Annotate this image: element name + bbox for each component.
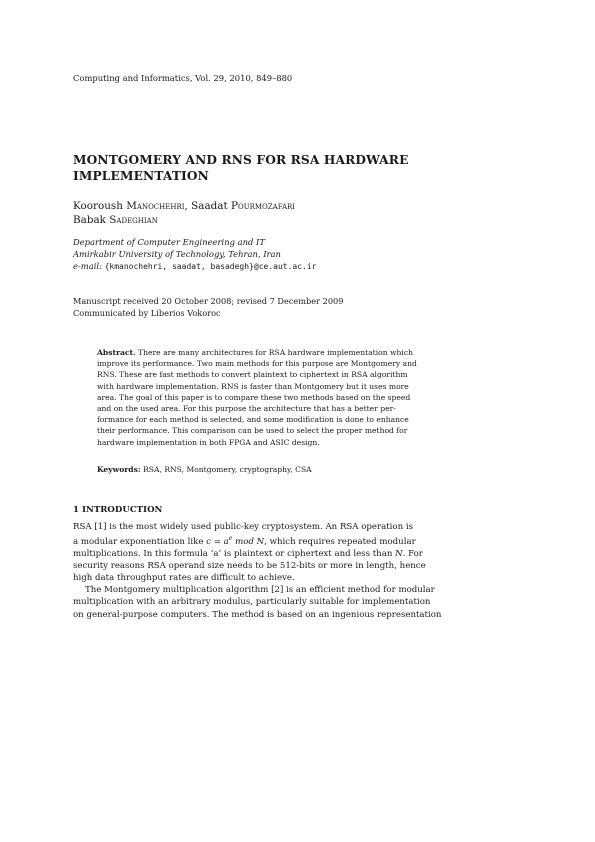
body-text bbox=[73, 521, 525, 621]
math-text: N bbox=[395, 549, 403, 560]
body-line: RSA [1] is the most widely used public-key cryptosystem. An RSA operation is bbox=[73, 522, 414, 532]
abstract-line bbox=[97, 347, 500, 358]
body-line bbox=[73, 548, 525, 560]
math-formula bbox=[206, 537, 264, 547]
keywords bbox=[97, 465, 312, 474]
abstract-line: with hardware implementation. RNS is faster than Montgomery but it uses more bbox=[97, 381, 409, 391]
body-line: high data throughput rates are difficult to achieve. bbox=[73, 573, 295, 584]
keywords-label: Keywords: bbox=[97, 465, 141, 474]
affiliation-email bbox=[73, 260, 316, 273]
abstract bbox=[97, 347, 500, 448]
math-text: c = a bbox=[206, 536, 229, 547]
abstract-label: Abstract. bbox=[97, 348, 136, 357]
abstract-line: hardware implementation in both FPGA and ASIC design. bbox=[97, 437, 320, 447]
author-first-name: Saadat bbox=[191, 200, 231, 212]
author-line bbox=[73, 214, 295, 228]
abstract-line: formance for each method is selected, and some modification is done to enhance bbox=[97, 415, 409, 425]
author-last-name: Pourmozafari bbox=[230, 200, 296, 212]
communicated-by: Communicated by Liberios Vokorос bbox=[73, 307, 221, 318]
math-text: mod N bbox=[232, 536, 265, 547]
body-line: multiplication with an arbitrary modulus, particularly suitable for implementation bbox=[73, 597, 431, 608]
paper-title bbox=[73, 153, 409, 184]
title-line: MONTGOMERY AND RNS FOR RSA HARDWARE bbox=[73, 153, 409, 167]
affiliation-department: Department of Computer Engineering and IT bbox=[73, 237, 265, 247]
title-line: IMPLEMENTATION bbox=[73, 168, 209, 183]
received-dates: Manuscript received 20 October 2008; revised 7 December 2009 bbox=[73, 296, 344, 306]
body-line: security reasons RSA operand size needs to be 512-bits or more in length, hence bbox=[73, 561, 426, 572]
email-addresses: {kmanochehri, saadat, basadegh}@ce.aut.ac.ir bbox=[104, 262, 317, 272]
abstract-text: There are many architectures for RSA hardware implementation which bbox=[135, 348, 413, 357]
manuscript-info bbox=[73, 296, 343, 319]
abstract-line: area. The goal of this paper is to compare these two methods based on the speed bbox=[97, 392, 411, 402]
author-list bbox=[73, 200, 295, 227]
body-text-span: . For bbox=[402, 549, 423, 560]
abstract-line: RNS. These are fast methods to convert plaintext to ciphertext in RSA algorithm bbox=[97, 370, 408, 380]
math-superscript: e bbox=[228, 535, 233, 543]
body-line bbox=[73, 533, 525, 548]
author-separator: , bbox=[184, 200, 192, 212]
keywords-value: RSA, RNS, Montgomery, cryptography, CSA bbox=[140, 465, 312, 474]
author-last-name: Sadeghian bbox=[109, 213, 158, 226]
abstract-line: their performance. This comparison can be used to select the proper method for bbox=[97, 426, 408, 436]
body-line: on general-purpose computers. The method is based on an ingenious representation bbox=[73, 609, 442, 620]
abstract-line: and on the used area. For this purpose the architecture that has a better per- bbox=[97, 404, 396, 414]
body-text-span: a modular exponentiation like bbox=[73, 536, 207, 547]
author-first-name: Kooroush bbox=[73, 200, 127, 212]
affiliation-university: Amirkabir University of Technology, Tehran, Iran bbox=[73, 249, 281, 260]
journal-citation: Computing and Informatics, Vol. 29, 2010, 849–880 bbox=[73, 73, 293, 83]
author-last-name: Manochehri bbox=[126, 200, 185, 212]
body-line: The Montgomery multiplication algorithm [2] is an efficient method for modular bbox=[85, 585, 435, 596]
body-text-span: , which requires repeated modular bbox=[264, 536, 416, 547]
author-first-name: Babak bbox=[73, 213, 110, 226]
email-label: e-mail: bbox=[73, 261, 105, 272]
section-heading: 1 INTRODUCTION bbox=[73, 505, 163, 515]
author-line bbox=[73, 200, 295, 214]
abstract-line: improve its performance. Two main methods for this purpose are Montgomery and bbox=[97, 359, 417, 369]
affiliation bbox=[73, 236, 316, 274]
body-text-span: multiplications. In this formula ‘a’ is plaintext or ciphertext and less than bbox=[73, 549, 396, 560]
